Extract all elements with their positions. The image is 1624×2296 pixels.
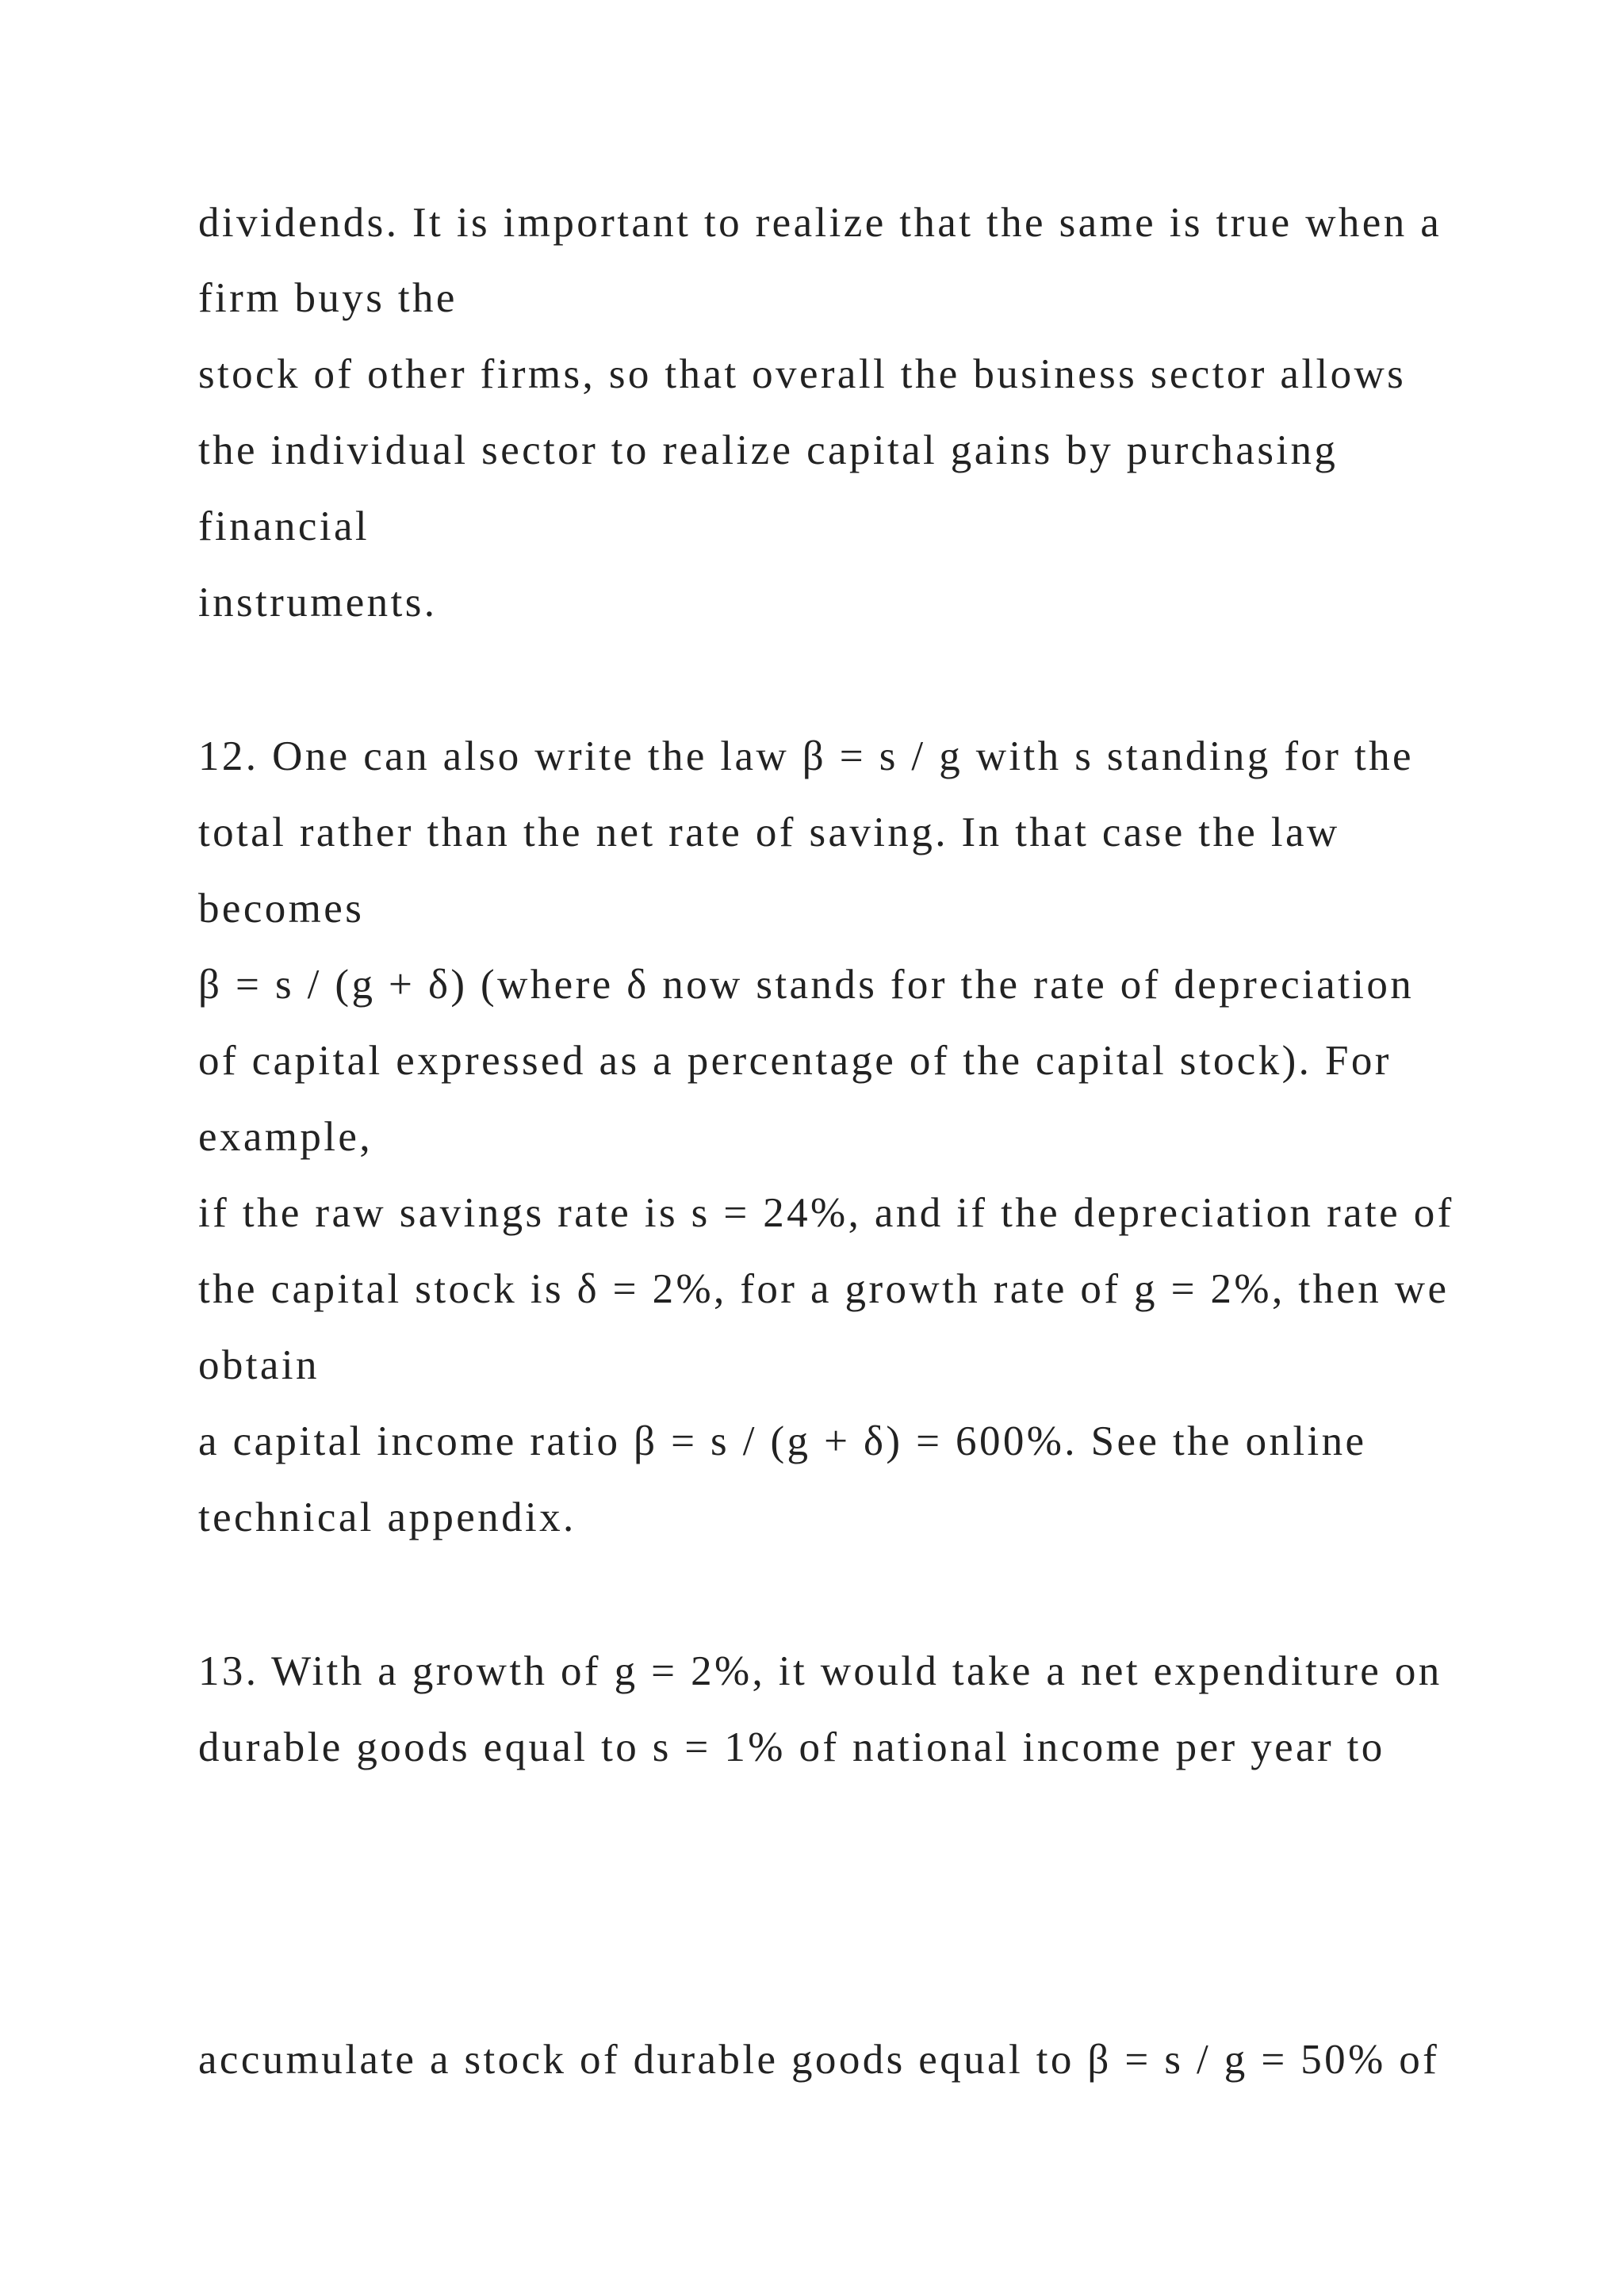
text-line: stock of other firms, so that overall the business sector allows	[198, 351, 1407, 397]
text-line: dividends. It is important to realize that the same is true when a	[198, 200, 1442, 246]
text-line: the capital stock is δ = 2%, for a growth rate of g = 2%, then we	[198, 1266, 1450, 1312]
text-line: a capital income ratio β = s / (g + δ) = 600%. See the online	[198, 1418, 1367, 1464]
text-line: β = s / (g + δ) (where δ now stands for the rate of depreciation	[198, 962, 1415, 1008]
text-line: durable goods equal to s = 1% of national income per year to	[198, 1724, 1385, 1770]
text-line: of capital expressed as a percentage of the capital stock). For	[198, 1038, 1392, 1084]
text-line: if the raw savings rate is s = 24%, and if the depreciation rate of	[198, 1190, 1454, 1236]
note-13-line: 13. With a growth of g = 2%, it would take a net expenditure on	[198, 1648, 1442, 1694]
text-line: instruments.	[198, 580, 438, 626]
text-line: becomes	[198, 886, 365, 932]
note-12-line: 12. One can also write the law β = s / g with s standing for the	[198, 733, 1414, 779]
text-line: example,	[198, 1114, 373, 1160]
text-line: obtain	[198, 1342, 320, 1388]
text-line: firm buys the	[198, 275, 458, 321]
text-line: technical appendix.	[198, 1494, 576, 1540]
text-line: accumulate a stock of durable goods equal to β = s / g = 50% of	[198, 2037, 1440, 2083]
text-line: total rather than the net rate of saving. In that case the law	[198, 809, 1340, 855]
text-line: financial	[198, 503, 370, 549]
text-line: the individual sector to realize capital gains by purchasing	[198, 427, 1339, 473]
